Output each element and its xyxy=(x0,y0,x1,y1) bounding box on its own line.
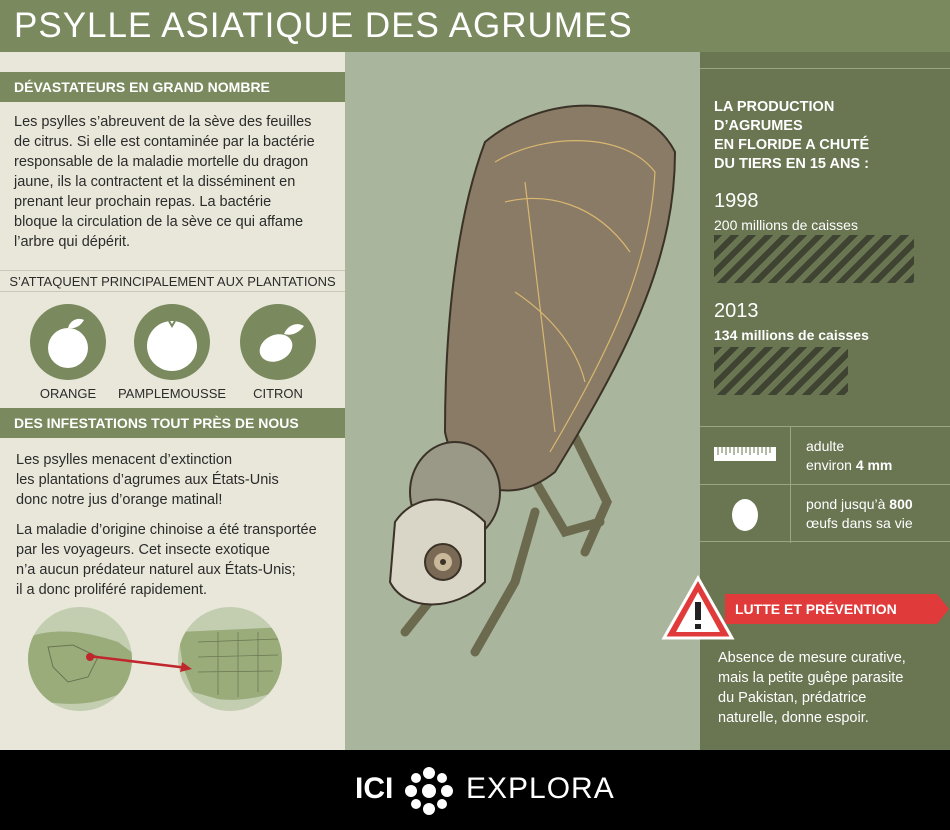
text-line: prenant leur prochain repas. La bactérie xyxy=(14,194,272,210)
text-line xyxy=(806,456,892,475)
eggs-text xyxy=(806,495,913,533)
infestations-text-1 xyxy=(16,450,341,510)
text-line: donc notre jus d’orange matinal! xyxy=(16,492,223,508)
text-line: D’AGRUMES xyxy=(714,118,803,134)
adult-size-text xyxy=(806,437,892,475)
text-line: jaune, ils la contractent et la disséminent en xyxy=(14,174,296,190)
text-line: il a donc proliféré rapidement. xyxy=(16,582,208,598)
eggs-value: 800 xyxy=(889,496,913,512)
lemon-icon xyxy=(240,304,316,380)
ruler-icon xyxy=(700,427,791,485)
value-1998: 200 millions de caisses xyxy=(714,217,858,233)
text-line xyxy=(806,495,913,514)
lutte-text xyxy=(718,648,906,728)
bar-1998 xyxy=(714,235,914,283)
text-line: par les voyageurs. Cet insecte exotique xyxy=(16,542,270,558)
orange-icon xyxy=(30,304,106,380)
adult-size-value: 4 mm xyxy=(855,457,893,473)
text-line: EN FLORIDE A CHUTÉ xyxy=(714,137,870,153)
text-span: environ xyxy=(806,457,856,473)
infestations-text-2 xyxy=(16,520,344,600)
text-line: mais la petite guêpe parasite xyxy=(718,670,904,686)
text-span: pond jusqu’à xyxy=(806,496,890,512)
section-devastateurs-banner: DÉVASTATEURS EN GRAND NOMBRE xyxy=(0,72,360,102)
left-column xyxy=(0,52,345,750)
header-bar xyxy=(0,0,950,52)
ruler-cell xyxy=(700,427,791,485)
text-line: bloque la circulation de la sève ce qui affame xyxy=(14,214,304,230)
text-line: LA PRODUCTION xyxy=(714,99,835,115)
plantations-heading: S’ATTAQUENT PRINCIPALEMENT AUX PLANTATIONS xyxy=(0,270,345,292)
section-infestations-banner: DES INFESTATIONS TOUT PRÈS DE NOUS xyxy=(0,408,360,438)
year-1998: 1998 xyxy=(714,190,759,212)
text-line: responsable de la maladie mortelle du dragon xyxy=(14,154,309,170)
travel-arrow xyxy=(80,642,200,672)
right-column xyxy=(700,52,950,750)
lutte-prevention-banner: LUTTE ET PRÉVENTION xyxy=(725,594,937,624)
radio-canada-gem-icon xyxy=(402,764,456,818)
text-line: adulte xyxy=(806,438,845,454)
text-line: les plantations d’agrumes aux États-Unis xyxy=(16,472,279,488)
grapefruit-icon xyxy=(134,304,210,380)
text-line: du Pakistan, prédatrice xyxy=(718,690,867,706)
text-line: La maladie d’origine chinoise a été transportée xyxy=(16,522,317,538)
text-line: œufs dans sa vie xyxy=(806,515,913,531)
divider xyxy=(700,68,950,69)
bar-2013 xyxy=(714,347,848,395)
text-line: n’a aucun prédateur naturel aux États-Unis; xyxy=(16,562,296,578)
warning-icon xyxy=(660,574,736,642)
text-line: Les psylles s’abreuvent de la sève des feuilles xyxy=(14,114,312,130)
text-line: naturelle, donne espoir. xyxy=(718,710,869,726)
page-title: PSYLLE ASIATIQUE DES AGRUMES xyxy=(14,6,633,45)
text-line: Absence de mesure curative, xyxy=(718,650,906,666)
psyllid-illustration-panel xyxy=(345,52,700,750)
text-line: Les psylles menacent d’extinction xyxy=(16,452,233,468)
text-line: l’arbre qui dépérit. xyxy=(14,234,131,250)
orange-label: ORANGE xyxy=(39,386,97,401)
text-line: de citrus. Si elle est contaminée par la bactérie xyxy=(14,134,315,150)
devastateurs-text xyxy=(14,112,339,252)
lemon-label: CITRON xyxy=(253,386,303,401)
footer-bar xyxy=(0,750,950,830)
logo-explora: EXPLORA xyxy=(466,772,615,805)
year-2013: 2013 xyxy=(714,300,759,322)
psyllid-illustration xyxy=(345,52,700,750)
eggs-row xyxy=(700,484,950,542)
value-2013: 134 millions de caisses xyxy=(714,327,869,343)
egg-icon xyxy=(700,485,791,543)
logo-ici: ICI xyxy=(355,772,394,805)
text-line: DU TIERS EN 15 ANS : xyxy=(714,156,869,172)
production-title xyxy=(714,98,869,174)
adult-size-row xyxy=(700,426,950,484)
grapefruit-label: PAMPLEMOUSSE xyxy=(117,386,227,401)
egg-cell xyxy=(700,485,791,543)
